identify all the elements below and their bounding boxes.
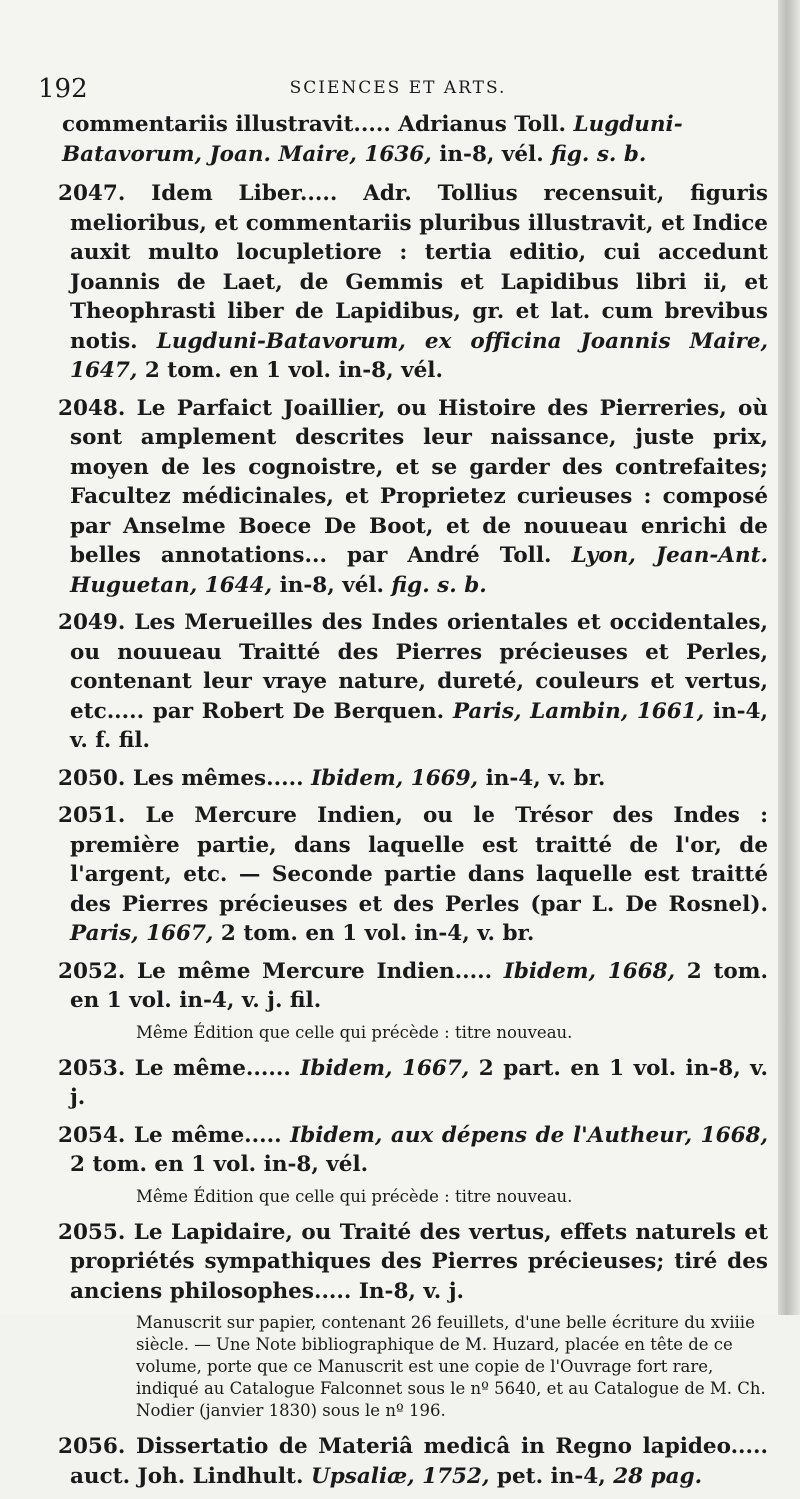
catalog-entry-2054: 2054. Le même..... Ibidem, aux dépens de l'Autheur, 1668, 2 tom. en 1 vol. in-8, vél. bbox=[58, 1122, 768, 1177]
catalog-entry-2050: 2050. Les mêmes..... Ibidem, 1669, in-4, v. br. bbox=[58, 765, 606, 791]
catalog-entry-2047: 2047. Idem Liber..... Adr. Tollius recensuit, figuris melioribus, et commentariis pluribus illustravit, et Indice auxit multo locupletiore : tertia editio, cui accedunt Joannis de Laet, de Gemmis et Lapidibus libri ii, et Theophrasti liber de Lapidibus, gr. et lat. cum brevibus notis. Lugduni-Batavorum, ex officina Joannis Maire, 1647, 2 tom. en 1 vol. in-8, vél. bbox=[58, 181, 768, 383]
catalog-entry-2056: 2056. Dissertatio de Materiâ medicâ in Regno lapideo..... auct. Joh. Lindhult. Upsaliæ, 1752, pet. in-4, 28 pag. bbox=[58, 1434, 768, 1489]
catalog-entry-2053: 2053. Le même...... Ibidem, 1667, 2 part. en 1 vol. in-8, v. j. bbox=[58, 1055, 768, 1110]
page-edge bbox=[778, 0, 800, 1315]
catalog-entry-2048: 2048. Le Parfaict Joaillier, ou Histoire des Pierreries, où sont amplement descrites leur naissance, juste prix, moyen de les cognoistre, et se garder des contrefaites; Facultez médicinales, et Proprietez curieuses : composé par Anselme Boece De Boot, et de nouueau enrichi de belles annotations... par André Toll. Lyon, Jean-Ant. Huguetan, 1644, in-8, vél. fig. s. b. bbox=[58, 395, 769, 598]
catalog-entry-2052: 2052. Le même Mercure Indien..... Ibidem, 1668, 2 tom. en 1 vol. in-4, v. j. fil. bbox=[58, 958, 768, 1013]
entry-note-2054: Même Édition que celle qui précède : titre nouveau. bbox=[136, 1186, 573, 1206]
catalog-entry-2049: 2049. Les Merueilles des Indes orientales et occidentales, ou nouueau Traitté des Pierres précieuses et Perles, contenant leur vraye nature, dureté, couleurs et vertus, etc..... par Robert De Berquen. Paris, Lambin, 1661, in-4, v. f. fil. bbox=[58, 610, 769, 753]
entry-note-2055: Manuscrit sur papier, contenant 26 feuillets, d'une belle écriture du xviiie siècle. — Une Note bibliographique de M. Huzard, placée en tête de ce volume, porte que ce Manuscrit est une copie de l'Ouvrage fort rare, indiqué au Catalogue Falconnet sous le nº 5640, et au Catalogue de M. Ch. Nodier (janvier 1830) sous le nº 196. bbox=[136, 1313, 766, 1420]
page-header bbox=[38, 70, 758, 104]
catalog-entry-2051: 2051. Le Mercure Indien, ou le Trésor des Indes : première partie, dans laquelle est traitté de l'or, de l'argent, etc. — Seconde partie dans laquelle est traitté des Pierres précieuses et des Perles (par L. De Rosnel). Paris, 1667, 2 tom. en 1 vol. in-4, v. br. bbox=[58, 803, 768, 946]
catalog-entry-2055: 2055. Le Lapidaire, ou Traité des vertus, effets naturels et propriétés sympathiques des Pierres précieuses; tiré des anciens philosophes..... In-8, v. j. bbox=[58, 1219, 768, 1304]
page-number: 192 bbox=[38, 74, 88, 104]
running-title: SCIENCES ET ARTS. bbox=[289, 78, 507, 98]
catalog-text bbox=[58, 110, 768, 1499]
entry-note-2052: Même Édition que celle qui précède : titre nouveau. bbox=[136, 1022, 573, 1042]
continuation-entry: commentariis illustravit..... Adrianus Toll. Lugduni-Batavorum, Joan. Maire, 1636, in-8, vél. fig. s. b. bbox=[62, 112, 683, 167]
